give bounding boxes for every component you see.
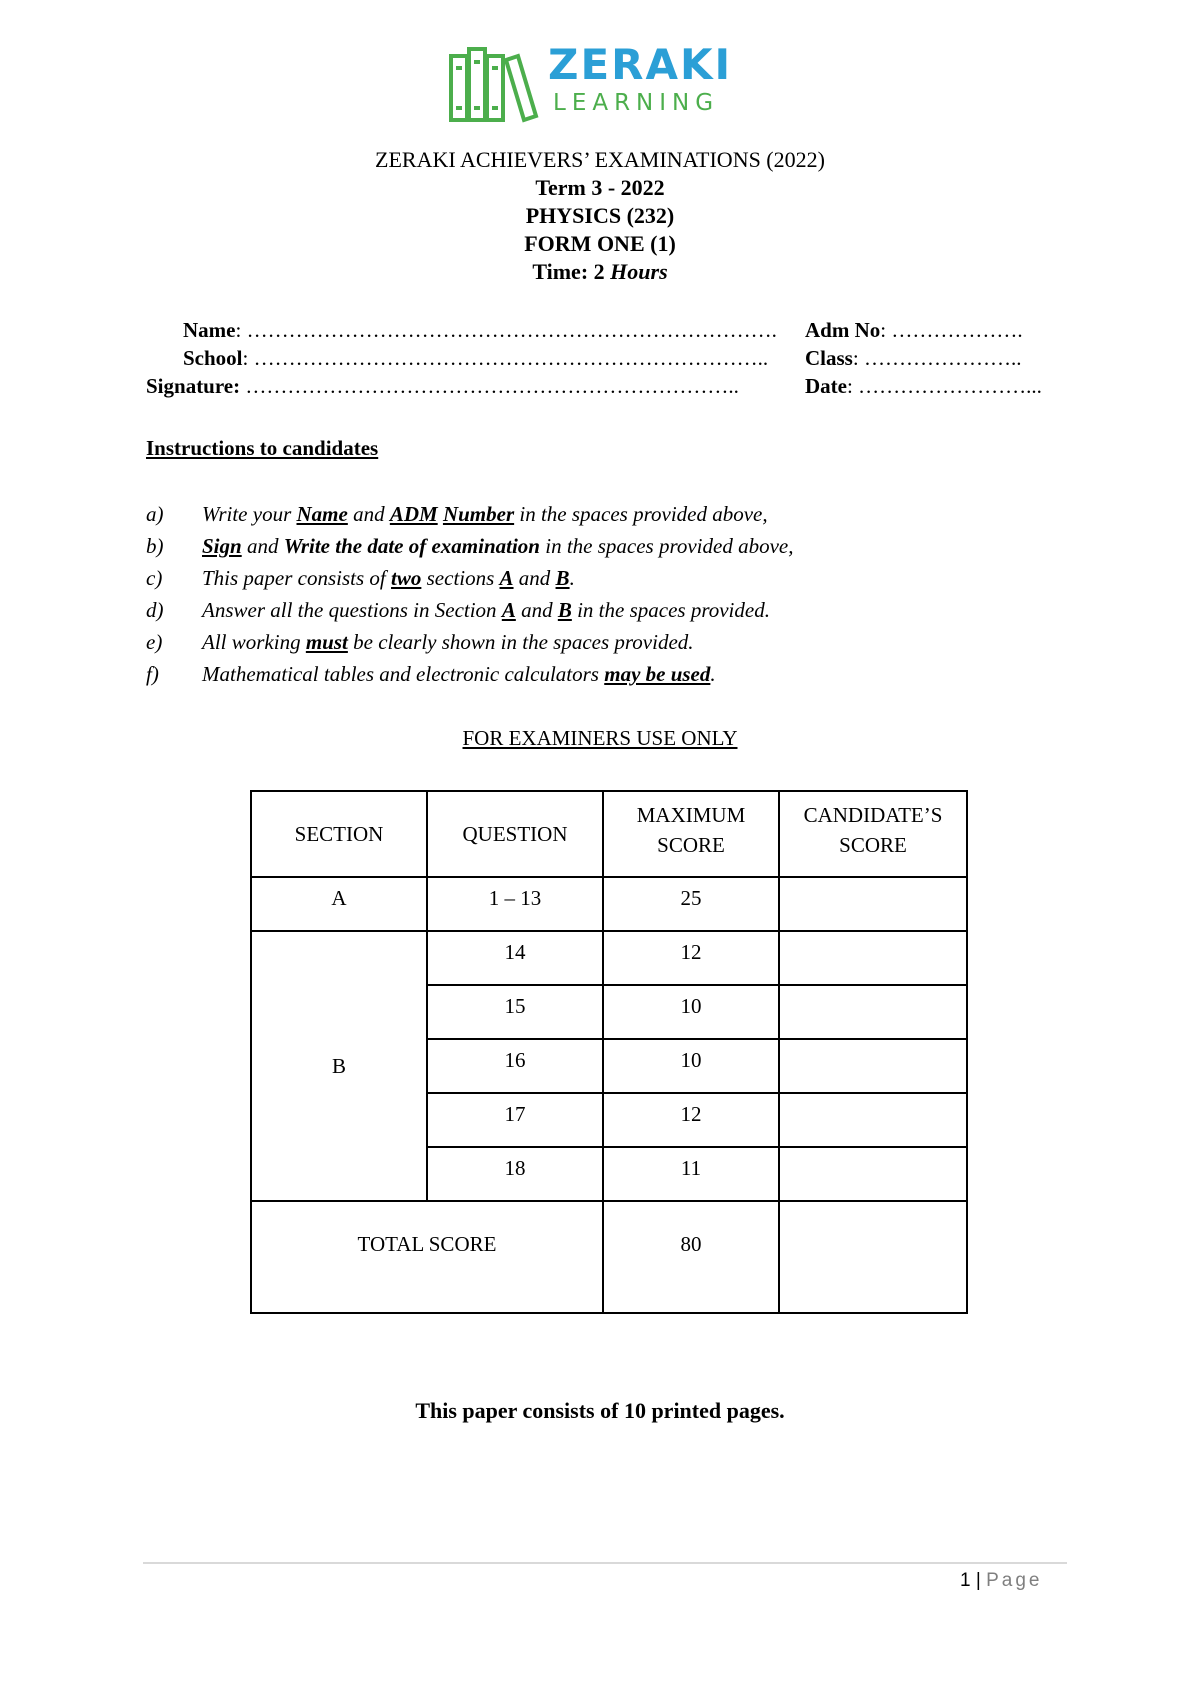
- instruction-text: All working: [202, 630, 306, 654]
- logo-subtitle: LEARNING: [553, 90, 720, 116]
- name-field[interactable]: [183, 318, 777, 343]
- signature-field[interactable]: [146, 374, 739, 399]
- examiners-use-text: FOR EXAMINERS USE ONLY: [462, 726, 738, 750]
- cell-section: A: [251, 877, 427, 931]
- header-maximum-score: [603, 791, 779, 877]
- cell-question: 16: [427, 1039, 603, 1093]
- instruction-a: [146, 502, 768, 527]
- date-dots: : ……………………...: [846, 374, 1042, 398]
- instruction-bold: Write the date of examination: [283, 534, 540, 558]
- cell-total-label: TOTAL SCORE: [251, 1201, 603, 1313]
- page-separator: |: [975, 1570, 981, 1591]
- instruction-label: c): [146, 566, 163, 590]
- printed-pages-note: This paper consists of 10 printed pages.: [415, 1398, 785, 1423]
- instruction-label: f): [146, 662, 159, 686]
- header-max-line2: SCORE: [657, 833, 725, 857]
- instruction-emphasis: Name: [296, 502, 348, 526]
- instruction-text: sections: [421, 566, 500, 590]
- cell-candidate-score[interactable]: [779, 877, 967, 931]
- time-label: Time: 2: [532, 259, 605, 284]
- instruction-label: d): [146, 598, 164, 622]
- cell-candidate-score[interactable]: [779, 1147, 967, 1201]
- instruction-c: [146, 566, 575, 591]
- cell-candidate-score[interactable]: [779, 1039, 967, 1093]
- instruction-text: and: [515, 598, 558, 622]
- instruction-text: in the spaces provided above,: [514, 502, 768, 526]
- cell-question: 18: [427, 1147, 603, 1201]
- table-header-row: [251, 791, 967, 877]
- school-field[interactable]: [183, 346, 768, 371]
- instruction-emphasis: B: [557, 598, 572, 622]
- cell-question: 1 – 13: [427, 877, 603, 931]
- header-question: QUESTION: [427, 791, 603, 877]
- date-field[interactable]: [805, 374, 1042, 399]
- instruction-emphasis: may be used: [604, 662, 711, 686]
- instruction-text: and: [241, 534, 284, 558]
- class-label: Class: [805, 346, 853, 370]
- exam-subject: PHYSICS (232): [525, 203, 675, 228]
- adm-dots: : ……………….: [880, 318, 1023, 342]
- score-table: [250, 790, 968, 1314]
- header-section: SECTION: [251, 791, 427, 877]
- instruction-emphasis: Number: [442, 502, 515, 526]
- header-max-line1: MAXIMUM: [636, 803, 746, 827]
- table-total-row: [251, 1201, 967, 1313]
- cell-total-candidate-score[interactable]: [779, 1201, 967, 1313]
- school-label: School: [183, 346, 243, 370]
- zeraki-logo: [448, 40, 748, 124]
- instruction-d: [146, 598, 770, 623]
- table-row: [251, 931, 967, 985]
- exam-term: Term 3 - 2022: [535, 175, 665, 200]
- cell-max: 10: [603, 985, 779, 1039]
- books-logo-icon: [448, 46, 540, 124]
- exam-title: ZERAKI ACHIEVERS’ EXAMINATIONS (2022): [375, 147, 825, 172]
- cell-section: B: [251, 931, 427, 1201]
- adm-field[interactable]: [805, 318, 1023, 343]
- header-candidate-score: [779, 791, 967, 877]
- school-dots: : ………………………………………………………………..: [242, 346, 769, 370]
- header-cand-line2: SCORE: [839, 833, 907, 857]
- instruction-label: a): [146, 502, 164, 526]
- instruction-text: in the spaces provided above,: [539, 534, 794, 558]
- instruction-text: and: [347, 502, 390, 526]
- time-unit: Hours: [610, 259, 668, 284]
- date-label: Date: [805, 374, 847, 398]
- instruction-e: [146, 630, 694, 655]
- instruction-text: Answer all the questions in Section: [202, 598, 502, 622]
- examiners-use-heading: [0, 726, 1200, 751]
- signature-label: Signature:: [146, 374, 241, 398]
- instruction-emphasis: Sign: [202, 534, 242, 558]
- instruction-text: This paper consists of: [202, 566, 392, 590]
- header-cand-line1: CANDIDATE’S: [803, 803, 943, 827]
- class-dots: : …………………..: [852, 346, 1022, 370]
- instruction-label: b): [146, 534, 164, 558]
- cell-max: 12: [603, 1093, 779, 1147]
- exam-time: [0, 259, 1200, 285]
- footer-divider: [143, 1562, 1067, 1564]
- instruction-emphasis: A: [499, 566, 514, 590]
- page-word: Page: [986, 1570, 1043, 1591]
- instruction-text: Write your: [202, 502, 297, 526]
- instruction-text: be clearly shown in the spaces provided.: [347, 630, 694, 654]
- exam-form: FORM ONE (1): [524, 231, 676, 256]
- logo-wordmark: ZERAKI: [548, 40, 733, 89]
- name-dots: : ………………………………………………………………….: [235, 318, 777, 342]
- instructions-title: Instructions to candidates: [146, 436, 379, 460]
- cell-max: 12: [603, 931, 779, 985]
- instruction-emphasis: A: [501, 598, 516, 622]
- instruction-emphasis: two: [391, 566, 422, 590]
- adm-label: Adm No: [805, 318, 881, 342]
- cell-question: 15: [427, 985, 603, 1039]
- instruction-text: Mathematical tables and electronic calculators: [202, 662, 605, 686]
- instruction-emphasis: must: [305, 630, 348, 654]
- cell-question: 14: [427, 931, 603, 985]
- signature-dots: ……………………………………………………………..: [240, 374, 739, 398]
- instruction-f: [146, 662, 716, 687]
- cell-candidate-score[interactable]: [779, 985, 967, 1039]
- instruction-emphasis: ADM: [389, 502, 438, 526]
- table-row: [251, 877, 967, 931]
- instruction-text: .: [569, 566, 575, 590]
- cell-total-max: 80: [603, 1201, 779, 1313]
- instruction-text: in the spaces provided.: [571, 598, 770, 622]
- cell-candidate-score[interactable]: [779, 1093, 967, 1147]
- cell-max: 10: [603, 1039, 779, 1093]
- cell-max: 11: [603, 1147, 779, 1201]
- class-field[interactable]: [805, 346, 1021, 371]
- instruction-b: [146, 534, 793, 559]
- cell-question: 17: [427, 1093, 603, 1147]
- cell-max: 25: [603, 877, 779, 931]
- page-number-value: 1: [960, 1570, 971, 1591]
- instruction-text: .: [710, 662, 716, 686]
- page-number: [960, 1570, 1042, 1592]
- instruction-label: e): [146, 630, 163, 654]
- cell-candidate-score[interactable]: [779, 931, 967, 985]
- instruction-emphasis: B: [555, 566, 570, 590]
- instruction-text: and: [513, 566, 556, 590]
- name-label: Name: [183, 318, 236, 342]
